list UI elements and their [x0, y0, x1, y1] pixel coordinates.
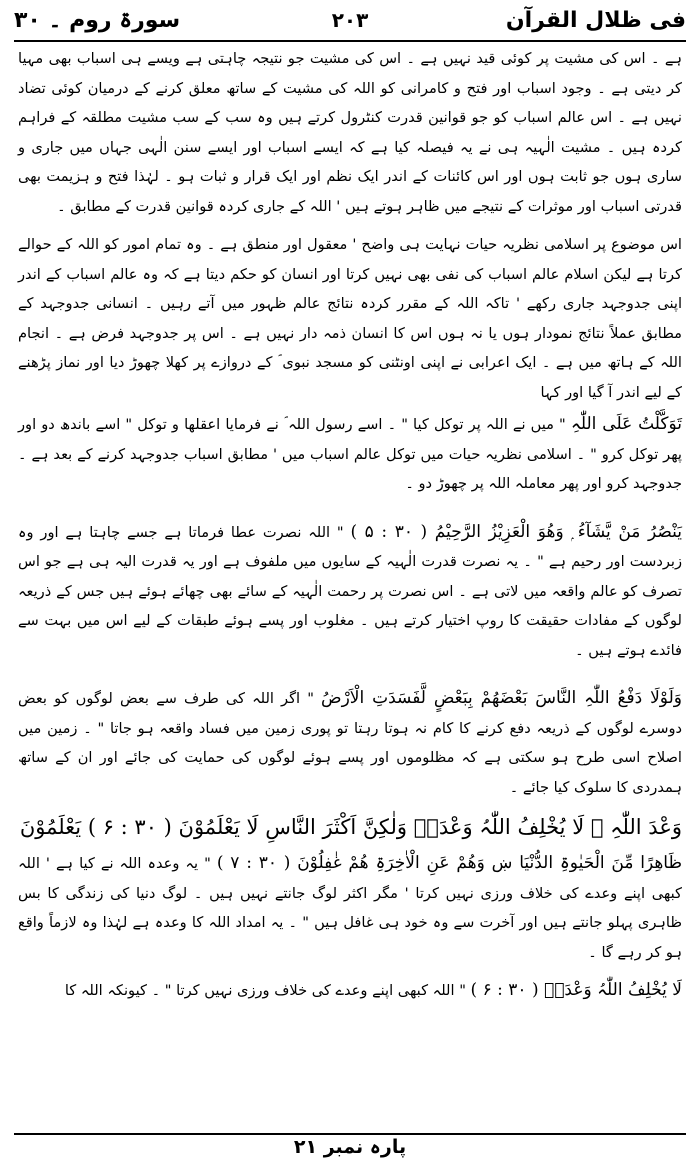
footer-rule — [14, 1133, 686, 1135]
ayah-30-6-repeat: لَا یُخْلِفُ اللّٰہُ وَعْدَہٗ ( ۳۰ : ۶ ) — [470, 980, 682, 1000]
paragraph-3-text: " میں نے اللہ پر توکل کیا " ۔ اسے رسول اللہ ؐ نے فرمایا اعقلھا و توکل " اسے باندھ دو اور پھر توکل کرو " ۔ اسلامی نظریہ حیات میں توکل عالم اسباب میں ' مطابق اسباب جدوجہد کرنے کے بعد ہے ۔ جدوجہد کرو اور پھر معاملہ اللہ پر چھوڑ دو ۔ — [18, 416, 682, 492]
page-body — [18, 44, 682, 1009]
para-label: پارہ نمبر ۲۱ — [293, 1136, 407, 1158]
page-number: ۲۰۳ — [331, 8, 369, 32]
ayah-30-5: یَنْصُرُ مَنْ یَّشَآءُ ۭ وَھُوَ الْعَزِیْزُ الرَّحِیْمُ ( ۳۰ : ۵ ) — [350, 521, 682, 542]
surah-info: سورۃ روم ۔ ۳۰ — [14, 8, 181, 33]
quote-arabic-tawakkul: تَوَکَّلْتُ عَلَی اللّٰہِ — [570, 414, 683, 434]
ayah-daf-allah: وَلَوْلَا دَفْعُ اللّٰہِ النَّاسَ بَعْضَھُمْ بِبَعْضٍ لَّفَسَدَتِ الْاَرْضُ — [321, 688, 682, 708]
paragraph-1: ہے ۔ اس کی مشیت پر کوئی قید نہیں ہے ۔ اس کی مشیت جو نتیجہ چاہتی ہے ویسے ہی اسباب بھی مہیا کر دیتی ہے ۔ وجود اسباب اور فتح و کامرانی کو اللہ کی مشیت کے ساتھ معلق کرنے کے درمیان کوئی تضاد نہیں ہے ۔ اس عالم اسباب کو جو قوانین قدرت کنٹرول کرتے ہیں وہ سب کے سب مشیت مطلقہ کے فراہم کردہ ہیں ۔ مشیت الٰہیہ ہی نے یہ فیصلہ کیا ہے کہ ایسے اسباب اور ایسے سنن الٰہی جہاں میں جاری و ساری ہوں جو ثابت ہوں اور اس کائنات کے اندر ایک نظم اور ایک قرار و ثبات ہو ۔ لہٰذا فتح و ہزیمت بھی قدرتی اسباب اور موثرات کے نتیجے میں ظاہر ہوتے ہیں ' اللہ کے جاری کردہ قوانین قدرت کے مطابق ۔ — [18, 50, 682, 215]
paragraph-7 — [18, 849, 682, 967]
paragraph-3 — [18, 410, 682, 499]
page-header — [14, 6, 686, 40]
paragraph-5 — [18, 684, 682, 802]
paragraph-4-text: " اللہ نصرت عطا فرماتا ہے جسے چاہتا ہے اور وہ زبردست اور رحیم ہے " ۔ یہ نصرت قدرت الٰہیہ کے سایوں میں ملفوف ہے اور یہ قدرت الیہ ہی ہے جو اس تصرف کو عالم واقعہ میں لاتی ہے ۔ اس نصرت پر رحمت الٰہیہ کے سائے بھی چھائے ہوئے ہیں جس کے ذریعہ لوگوں کے مفادات حقیقت کا روپ اختیار کرتے ہیں ۔ مغلوب اور پسے ہوئے طبقات کے لیے اس میں بہت سے فائدے ہوتے ہیں ۔ — [18, 523, 682, 659]
paragraph-4 — [18, 518, 682, 666]
paragraph-5-text: " اگر اللہ کی طرف سے بعض لوگوں کو بعض دوسرے لوگوں کے ذریعہ دفع کرنے کا کام نہ ہوتا رہتا تو پوری زمین میں فساد واقعہ ہو جاتا " ۔ زمین میں اصلاح اسی طرح ہو سکتی ہے کہ مظلوموں اور پسے ہوئے لوگوں کی حمایت کی جائے اور ان کے ساتھ ہمدردی کا سلوک کیا جائے ۔ — [18, 690, 682, 796]
book-title: فی ظلال القرآن — [505, 8, 686, 33]
paragraph-7-text: " یہ وعدہ اللہ نے کیا ہے ' اللہ کبھی اپنے وعدے کی خلاف ورزی نہیں کرتا ' مگر اکثر لوگ جانتے نہیں ہیں ۔ لوگ دنیا کی زندگی کا بس ظاہری پہلو جانتے ہیں اور آخرت سے وہ خود ہی غافل ہیں " ۔ یہ امداد اللہ کا وعدہ ہے لہٰذا وہ لازماً واقع ہو کر رہے گا ۔ — [18, 855, 682, 961]
paragraph-2: اس موضوع پر اسلامی نظریہ حیات نہایت ہی واضح ' معقول اور منطق ہے ۔ وہ تمام امور کو اللہ کے حوالے کرتا ہے لیکن اسلام عالم اسباب کی نفی بھی نہیں کرتا اور انسان کو حکم دیتا ہے کہ وہ عالم اسباب کے اندر اپنی جدوجہد جاری رکھے ' تاکہ اللہ کے مقرر کردہ نتائج عالم ظہور میں آتے رہیں ۔ انسانی جدوجہد کے مطابق عملاً نتائج نمودار ہوں یا نہ ہوں اس کا انسان ذمہ دار نہیں ہے ۔ اس پر جدوجہد فرض ہے ۔ انجام اللہ کے ہاتھ میں ہے ۔ ایک اعرابی نے اپنی اونٹنی کو مسجد نبوی ؐ کے دروازے پر کھلا چھوڑ دیا اور نماز پڑھنے کے لیے اندر آ گیا اور کہا — [18, 236, 682, 401]
paragraph-8 — [18, 976, 682, 1006]
ayah-30-7: ظَاھِرًا مِّنَ الْحَیٰوۃِ الدُّنْیَا ښ وَھُمْ عَنِ الْاٰخِرَۃِ ھُمْ غٰفِلُوْنَ ( ۳۰ : ۷ ) — [216, 853, 683, 873]
header-rule — [14, 40, 686, 42]
ayah-30-6: وَعْدَ اللّٰہِ ۭ لَا یُخْلِفُ اللّٰہُ وَعْدَہٗ وَلٰکِنَّ اَکْثَرَ النَّاسِ لَا یَعْلَمُوْنَ ( ۳۰ : ۶ ) یَعْلَمُوْنَ — [19, 815, 682, 839]
paragraph-8-text: " اللہ کبھی اپنے وعدے کی خلاف ورزی نہیں کرتا " ۔ کیونکہ اللہ کا — [64, 982, 466, 999]
